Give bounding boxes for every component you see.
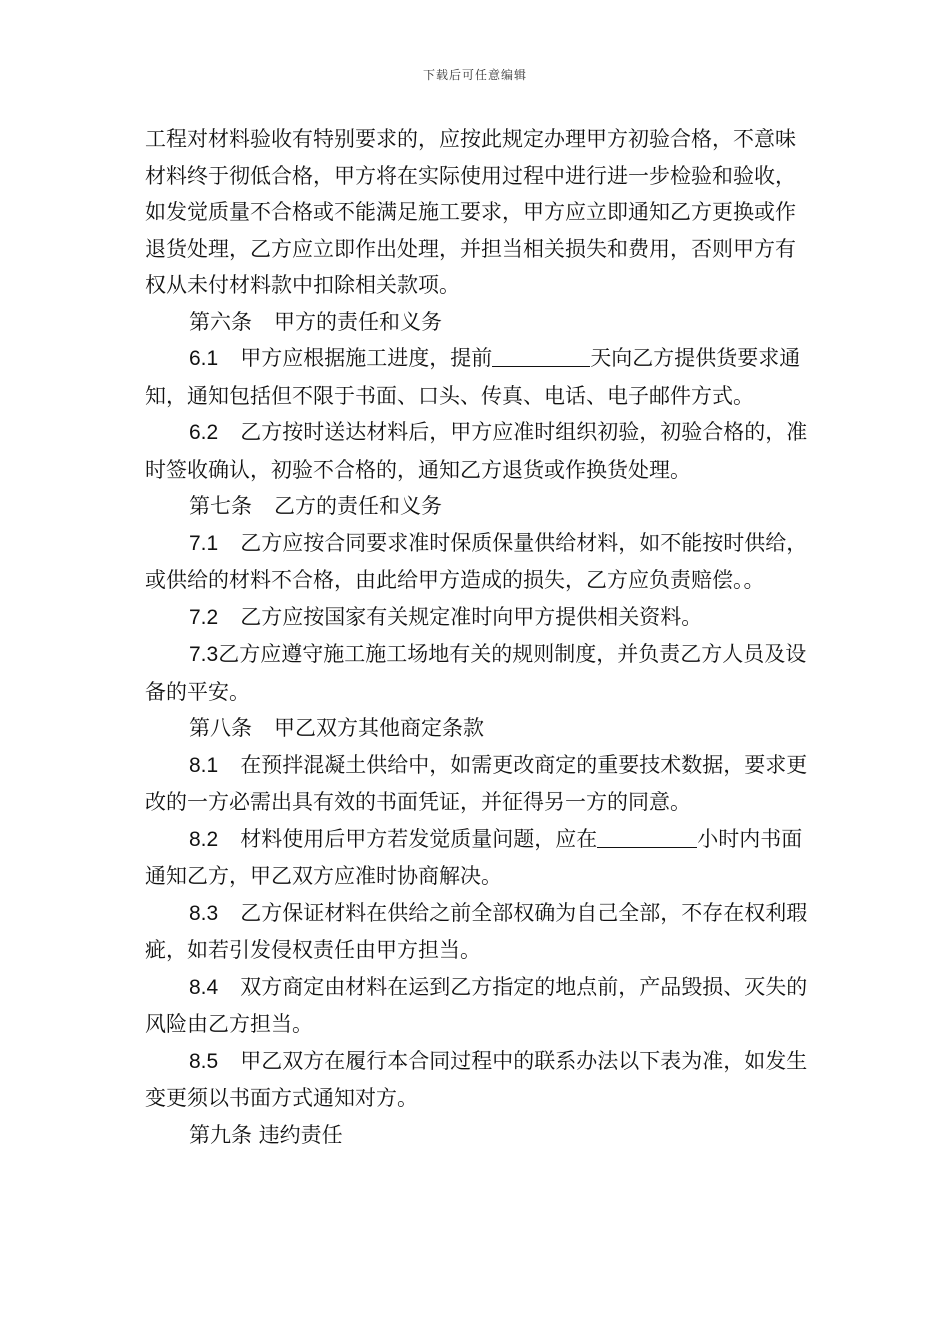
- clause-7-2-text: 乙方应按国家有关规定准时向甲方提供相关资料。: [240, 604, 703, 629]
- clause-8-3-text: 乙方保证材料在供给之前全部权确为自己全部，不存在权利瑕疵，如若引发侵权责任由甲方担当。: [145, 900, 808, 962]
- article-8-title: 甲乙双方其他商定条款: [274, 716, 484, 740]
- clause-7-2-number: 7.2: [189, 605, 219, 629]
- article-8-heading: [145, 710, 815, 747]
- clause-6-2: [145, 414, 815, 488]
- clause-7-2: [145, 599, 815, 637]
- clause-8-1-number: 8.1: [189, 753, 219, 777]
- clause-7-1-text: 乙方应按合同要求准时保质保量供给材料，如不能按时供给，或供给的材料不合格，由此给甲方造成的损失，乙方应负责赔偿。。: [145, 530, 808, 592]
- clause-8-2-number: 8.2: [189, 827, 219, 851]
- clause-8-1-text: 在预拌混凝土供给中，如需更改商定的重要技术数据，要求更改的一方必需出具有效的书面凭证，并征得另一方的同意。: [145, 752, 808, 814]
- article-6-title: 甲方的责任和义务: [274, 309, 442, 334]
- clause-7-3-number: 7.3: [189, 643, 219, 666]
- document-body: [145, 121, 815, 1153]
- clause-8-3-number: 8.3: [189, 901, 219, 925]
- article-7-title: 乙方的责任和义务: [274, 494, 442, 518]
- article-9-title: 违约责任: [258, 1122, 343, 1147]
- clause-6-2-text: 乙方按时送达材料后，甲方应准时组织初验，初验合格的，准时签收确认，初验不合格的，通知乙方退货或作换货处理。: [145, 420, 808, 482]
- article-7-heading: [145, 488, 815, 525]
- paragraph-continuation: 工程对材料验收有特别要求的，应按此规定办理甲方初验合格，不意味材料终于彻低合格，甲方将在实际使用过程中进行进一步检验和验收，如发觉质量不合格或不能满足施工要求，甲方应立即通知乙方更换或作退货处理，乙方应立即作出处理，并担当相关损失和费用，否则甲方有权从未付材料款中扣除相关款项。: [145, 127, 796, 297]
- clause-6-1-number: 6.1: [189, 347, 219, 370]
- clause-7-3-text: 乙方应遵守施工施工场地有关的规则制度，并负责乙方人员及设备的平安。: [145, 642, 807, 704]
- clause-8-5: [145, 1043, 815, 1117]
- clause-8-2-text-a: 材料使用后甲方若发觉质量问题，应在: [240, 826, 598, 851]
- fill-in-blank-days[interactable]: [492, 344, 590, 367]
- clause-8-1: [145, 747, 815, 821]
- clause-7-1-number: 7.1: [189, 531, 219, 555]
- article-7-number: 第七条: [189, 494, 252, 518]
- fill-in-blank-hours[interactable]: [597, 825, 697, 848]
- clause-8-5-text: 甲乙双方在履行本合同过程中的联系办法以下表为准，如发生变更须以书面方式通知对方。: [145, 1048, 808, 1110]
- clause-8-3: [145, 895, 815, 969]
- clause-8-5-number: 8.5: [189, 1049, 219, 1073]
- clause-8-2-text-b: 小时内书面通知乙方，甲乙双方应准时协商解决。: [145, 826, 803, 888]
- article-9-number: 第九条: [189, 1122, 252, 1147]
- article-9-heading: [145, 1117, 815, 1154]
- clause-6-2-number: 6.2: [189, 421, 219, 444]
- clause-8-4-number: 8.4: [189, 975, 219, 999]
- article-6-heading: [145, 304, 815, 341]
- clause-6-1-text-b: 天向乙方提供货要求通知，通知包括但不限于书面、口头、传真、电话、电子邮件方式。: [145, 346, 801, 408]
- article-8-number: 第八条: [189, 716, 252, 740]
- page-header: 下载后可任意编辑: [422, 68, 527, 82]
- clause-6-1: [145, 340, 815, 414]
- article-6-number: 第六条: [189, 309, 252, 334]
- clause-8-4-text: 双方商定由材料在运到乙方指定的地点前，产品毁损、灭失的风险由乙方担当。: [145, 974, 808, 1036]
- clause-6-1-text-a: 甲方应根据施工进度，提前: [240, 346, 493, 370]
- clause-7-1: [145, 525, 815, 599]
- clause-8-4: [145, 969, 815, 1043]
- clause-7-3: [145, 636, 815, 710]
- clause-8-2: [145, 821, 815, 895]
